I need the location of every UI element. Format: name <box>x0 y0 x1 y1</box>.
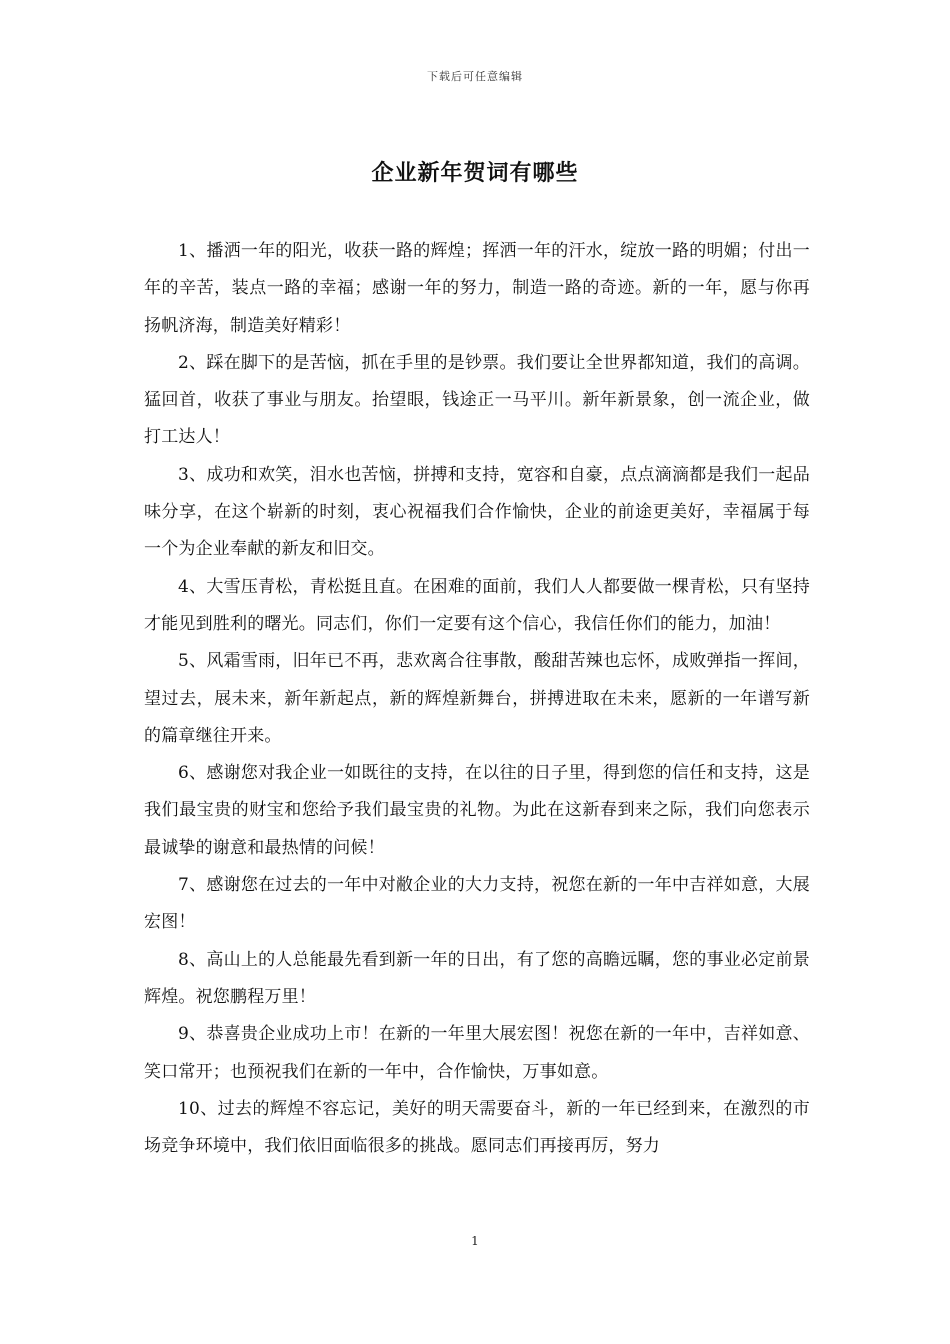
paragraph-3: 3、成功和欢笑，泪水也苦恼，拼搏和支持，宽容和自豪，点点滴滴都是我们一起品味分享，在这个崭新的时刻，衷心祝福我们合作愉快，企业的前途更美好，幸福属于每一个为企业奉献的新友和旧交。 <box>144 464 810 560</box>
paragraph-7: 7、感谢您在过去的一年中对敝企业的大力支持，祝您在新的一年中吉祥如意，大展宏图！ <box>144 875 810 933</box>
paragraph-10: 10、过去的辉煌不容忘记，美好的明天需要奋斗，新的一年已经到来，在激烈的市场竞争环境中，我们依旧面临很多的挑战。愿同志们再接再厉，努力 <box>144 1098 810 1157</box>
paragraph-6: 6、感谢您对我企业一如既往的支持，在以往的日子里，得到您的信任和支持，这是我们最宝贵的财宝和您给予我们最宝贵的礼物。为此在这新春到来之际，我们向您表示最诚挚的谢意和最热情的问候！ <box>144 763 810 858</box>
header-note: 下载后可任意编辑 <box>427 70 523 83</box>
document-title: 企业新年贺词有哪些 <box>371 160 579 186</box>
paragraph-1: 1、播洒一年的阳光，收获一路的辉煌；挥洒一年的汗水，绽放一路的明媚；付出一年的辛苦，装点一路的幸福；感谢一年的努力，制造一路的奇迹。新的一年，愿与你再扬帆济海，制造美好精彩！ <box>144 241 810 336</box>
paragraph-9: 9、恭喜贵企业成功上市！在新的一年里大展宏图！祝您在新的一年中，吉祥如意、笑口常开；也预祝我们在新的一年中，合作愉快，万事如意。 <box>144 1024 810 1082</box>
paragraph-5: 5、风霜雪雨，旧年已不再，悲欢离合往事散，酸甜苦辣也忘怀，成败弹指一挥间，望过去，展未来，新年新起点，新的辉煌新舞台，拼搏进取在未来，愿新的一年谱写新的篇章继往开来。 <box>144 651 810 746</box>
paragraph-4: 4、大雪压青松，青松挺且直。在困难的面前，我们人人都要做一棵青松，只有坚持才能见到胜利的曙光。同志们，你们一定要有这个信心，我信任你们的能力，加油！ <box>144 576 810 634</box>
paragraph-2: 2、踩在脚下的是苦恼，抓在手里的是钞票。我们要让全世界都知道，我们的高调。猛回首，收获了事业与朋友。抬望眼，钱途正一马平川。新年新景象，创一流企业，做打工达人！ <box>144 352 810 448</box>
page-number: 1 <box>471 1234 479 1248</box>
document-body <box>144 233 810 1165</box>
paragraph-8: 8、高山上的人总能最先看到新一年的日出，有了您的高瞻远瞩，您的事业必定前景辉煌。祝您鹏程万里！ <box>144 949 810 1007</box>
